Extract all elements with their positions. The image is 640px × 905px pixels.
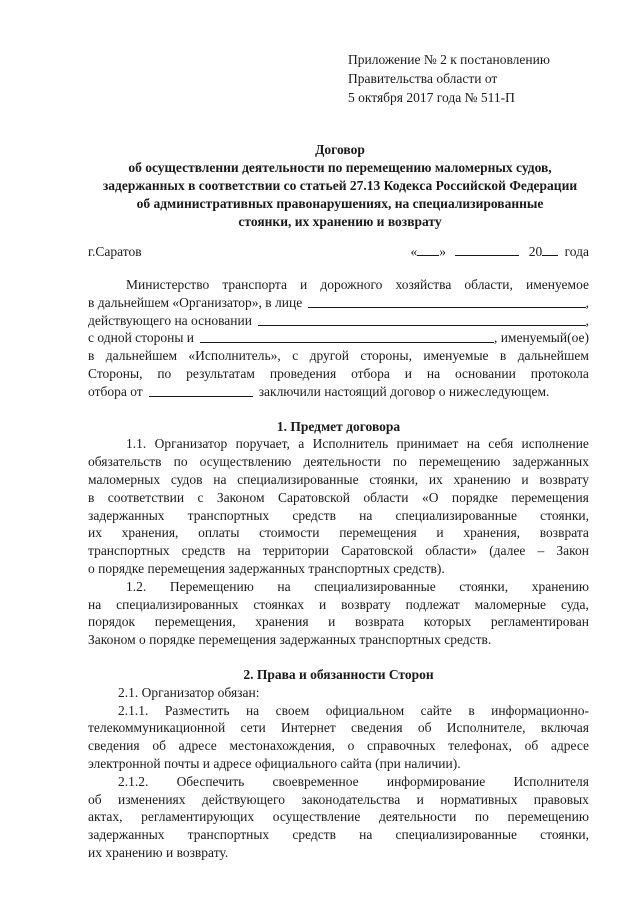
para-line: [88, 755, 589, 773]
word: поручает,: [235, 436, 290, 452]
word: «О: [421, 489, 439, 505]
preamble-text: действующего на основании: [88, 312, 252, 328]
word: по: [392, 454, 407, 470]
word: Стороны,: [88, 365, 143, 381]
word: средств: [292, 827, 337, 843]
word: сведения: [88, 738, 140, 754]
word: специализированные: [314, 578, 436, 594]
word: об: [88, 791, 102, 807]
para-line: [88, 719, 589, 737]
representative-blank: [308, 294, 585, 308]
year-blank: [542, 242, 558, 256]
word: на: [277, 578, 291, 594]
word: законодательства: [301, 791, 401, 807]
word: Исполнителя: [513, 773, 589, 789]
word: возврата: [539, 525, 589, 541]
word: деятельности: [379, 809, 457, 825]
year-prefix: 20: [528, 244, 543, 259]
word: Саратовской: [341, 543, 414, 559]
word: по: [173, 454, 188, 470]
para-line: [88, 808, 589, 826]
word: сети: [240, 720, 266, 736]
word: которых: [423, 614, 472, 630]
word: деятельности: [303, 454, 381, 470]
word: подлежат: [405, 596, 460, 612]
para-text: их хранению и возврату.: [88, 844, 229, 860]
word: Министерство: [126, 277, 210, 292]
preamble-text: заключили настоящий договор о нижеследующем.: [258, 383, 550, 399]
word: стороны,: [360, 348, 412, 364]
word: Интернет: [281, 720, 336, 736]
word: их: [428, 471, 443, 487]
contract-body: [88, 276, 589, 862]
word: сайте: [420, 702, 452, 718]
word: специализированные: [395, 507, 518, 523]
word: об: [524, 738, 539, 754]
word: стоянки,: [540, 507, 589, 523]
word: хозяйства: [395, 277, 452, 292]
word: своем: [275, 702, 310, 718]
word: включая: [540, 720, 589, 736]
word: на: [237, 543, 251, 559]
quote-open: «: [410, 244, 418, 259]
word: 2.1.2.: [118, 773, 149, 789]
word: Организатор: [154, 436, 228, 452]
word: 2.1.1.: [118, 702, 149, 718]
word: задержанных: [512, 454, 589, 470]
para-line: [88, 631, 589, 649]
word: Перемещению: [169, 578, 254, 594]
word: осуществление: [272, 809, 361, 825]
para-line: [88, 453, 589, 471]
word: обязательств: [88, 454, 162, 470]
word: информационно-: [491, 702, 589, 718]
contract-title: [70, 141, 610, 231]
word: транспортных: [187, 507, 270, 523]
word: по: [474, 809, 489, 825]
word: суда,: [560, 596, 589, 612]
word: осуществлению: [199, 454, 292, 470]
contractor-blank: [200, 329, 494, 343]
word: средств: [181, 543, 226, 559]
word: и: [521, 471, 529, 487]
title-line: задержанных в соответствии со статьей 27.13 Кодекса Российской Федерации: [102, 178, 578, 193]
para-line: [88, 773, 589, 791]
preamble-text: , именуемый(ое): [493, 330, 589, 346]
word: Разместить: [164, 702, 230, 718]
word: нормативных: [440, 791, 518, 807]
word: в: [499, 348, 507, 364]
appendix-line: Правительства области от: [348, 71, 498, 86]
word: хранению: [531, 578, 589, 594]
preamble-line: [88, 365, 589, 383]
word: с: [197, 489, 204, 505]
word: 1.2.: [126, 578, 147, 594]
word: на: [466, 436, 480, 452]
section-heading: 1. Предмет договора: [276, 418, 401, 434]
word: на: [213, 471, 227, 487]
preamble-text: отбора от: [88, 383, 143, 399]
basis-blank: [258, 312, 586, 326]
word: транспортных: [88, 543, 170, 559]
word: действующего: [201, 791, 285, 807]
word: стоянки,: [369, 471, 419, 487]
city: г.Саратов: [88, 244, 142, 259]
para-text: 2.1. Организатор обязан:: [118, 684, 260, 700]
word: себя: [488, 436, 514, 452]
title-line: Договор: [315, 142, 365, 157]
word: и: [328, 614, 336, 630]
word: телекоммуникационной: [88, 720, 226, 736]
word: адресе: [550, 738, 589, 754]
word: с: [292, 348, 299, 364]
word: на: [359, 507, 373, 523]
para-line: [88, 435, 589, 453]
para-line: [88, 507, 589, 525]
para-line: [88, 524, 589, 542]
word: дальнейшем: [517, 348, 589, 364]
para-text: о порядке перемещения задержанных транспортных средств).: [88, 560, 445, 576]
word: проведения: [269, 365, 337, 381]
word: специализированных: [116, 596, 239, 612]
word: стоянки,: [459, 578, 509, 594]
word: перемещения,: [154, 614, 236, 630]
word: Законом: [216, 489, 265, 505]
word: об: [152, 738, 166, 754]
para-line: [88, 471, 589, 489]
word: стоянки,: [540, 827, 589, 843]
para-line: [88, 791, 589, 809]
word: официальном: [325, 702, 405, 718]
word: на: [245, 702, 260, 718]
word: принимает: [396, 436, 459, 452]
word: перемещению: [418, 454, 501, 470]
word: возврату: [341, 596, 391, 612]
preamble-text: в дальнейшем «Организатор», в лице: [88, 294, 303, 310]
word: в: [468, 702, 475, 718]
title-line: об административных правонарушениях, на специализированные: [136, 196, 544, 211]
word: основании: [454, 365, 516, 381]
word: порядке: [451, 489, 498, 505]
para-line: [88, 844, 589, 862]
year-word: года: [564, 244, 589, 259]
preamble-text: ,: [585, 294, 589, 310]
spacer: [88, 649, 589, 666]
word: дорожного: [320, 277, 383, 292]
word: хранения,: [463, 525, 521, 541]
preamble-line: [88, 276, 589, 294]
word: информирование: [386, 773, 486, 789]
word: в: [88, 348, 95, 364]
word: и: [436, 525, 444, 541]
word: и: [404, 365, 412, 381]
word: их: [88, 525, 102, 541]
day-blank: [417, 242, 439, 256]
word: возврату: [539, 471, 589, 487]
word: об: [417, 720, 432, 736]
word: хранения: [255, 614, 309, 630]
word: о: [347, 738, 355, 754]
word: Закон: [556, 543, 589, 559]
word: на: [88, 596, 102, 612]
word: и: [416, 791, 424, 807]
spacer: [88, 401, 589, 418]
word: перемещения: [339, 525, 417, 541]
word: судов: [170, 471, 203, 487]
word: хранению: [453, 471, 511, 487]
word: территории: [262, 543, 330, 559]
word: адресе: [178, 738, 217, 754]
word: транспорта: [222, 277, 287, 292]
preamble-line: [88, 383, 589, 401]
date-field: [410, 242, 589, 261]
place-date-line: [88, 242, 589, 261]
word: перемещению: [507, 809, 589, 825]
para-line: [88, 737, 589, 755]
word: «Исполнитель»,: [188, 348, 281, 364]
protocol-date-blank: [149, 383, 253, 397]
word: и: [318, 596, 327, 612]
word: телефонах,: [448, 738, 512, 754]
word: регламентирован: [490, 614, 589, 630]
word: протокола: [530, 365, 589, 381]
para-line: [88, 596, 589, 614]
word: справочных: [367, 738, 436, 754]
word: (далее: [489, 543, 526, 559]
word: транспортных: [187, 827, 270, 843]
word: 1.1.: [126, 436, 147, 452]
word: специализированные: [395, 827, 518, 843]
para-text: электронной почты и адресе официального сайта (при наличии).: [88, 755, 461, 771]
word: именуемое: [526, 277, 589, 292]
word: Исполнителе,: [446, 720, 526, 736]
appendix-line: 5 октября 2017 года № 511-П: [348, 90, 515, 105]
para-line: [88, 560, 589, 578]
para-line: [88, 613, 589, 631]
word: области: [363, 489, 409, 505]
para-line: [88, 542, 589, 560]
section-heading: 2. Права и обязанности Сторон: [243, 666, 434, 682]
preamble-line: [88, 329, 589, 347]
word: актах,: [88, 809, 123, 825]
word: своевременное: [272, 773, 359, 789]
word: задержанных: [88, 507, 165, 523]
preamble-line: [88, 347, 589, 365]
word: хранения,: [121, 525, 179, 541]
title-line: об осуществлении деятельности по перемещению маломерных судов,: [128, 160, 552, 175]
word: стоимости: [259, 525, 320, 541]
word: порядок: [88, 614, 136, 630]
appendix-line: Приложение № 2 к постановлению: [348, 52, 550, 67]
word: исполнение: [521, 436, 589, 452]
word: Обеспечить: [176, 773, 245, 789]
preamble-line: [88, 294, 589, 312]
word: Исполнитель: [312, 436, 389, 452]
word: маломерные: [474, 596, 547, 612]
word: и: [300, 277, 308, 292]
title-line: стоянки, их хранению и возврату: [238, 214, 442, 229]
word: именуемые: [423, 348, 489, 364]
para-text: Законом о порядке перемещения задержанных транспортных средств.: [88, 632, 492, 648]
word: местонахождения,: [229, 738, 335, 754]
para-line: [88, 578, 589, 596]
word: области»: [425, 543, 478, 559]
word: результатам: [186, 365, 255, 381]
para-line: [88, 684, 589, 702]
quote-close: »: [439, 244, 446, 259]
para-line: [88, 489, 589, 507]
preamble-line: [88, 312, 589, 330]
word: а: [298, 436, 305, 452]
preamble-text: ,: [585, 312, 589, 328]
word: задержанных: [88, 827, 165, 843]
word: специализированные: [237, 471, 359, 487]
word: области,: [464, 277, 513, 292]
appendix-header: [348, 50, 550, 107]
word: регламентирующих: [141, 809, 255, 825]
word: правовых: [533, 791, 589, 807]
para-line: [88, 826, 589, 844]
word: изменениях: [117, 791, 186, 807]
word: стоянках: [253, 596, 305, 612]
preamble-text: с одной стороны и: [88, 330, 195, 346]
word: в: [88, 489, 95, 505]
word: по: [157, 365, 172, 381]
word: соответствии: [107, 489, 185, 505]
word: дальнейшем: [105, 348, 178, 364]
word: перемещения: [511, 489, 589, 505]
word: на: [426, 365, 441, 381]
word: средств: [292, 507, 337, 523]
word: –: [537, 543, 545, 559]
word: Саратовской: [277, 489, 350, 505]
word: оплаты: [198, 525, 240, 541]
word: на: [359, 827, 373, 843]
word: маломерных: [88, 471, 161, 487]
word: отбора: [351, 365, 390, 381]
para-line: [88, 702, 589, 720]
word: сведения: [351, 720, 403, 736]
month-blank: [455, 242, 519, 256]
word: возврата: [354, 614, 405, 630]
word: другой: [309, 348, 349, 364]
